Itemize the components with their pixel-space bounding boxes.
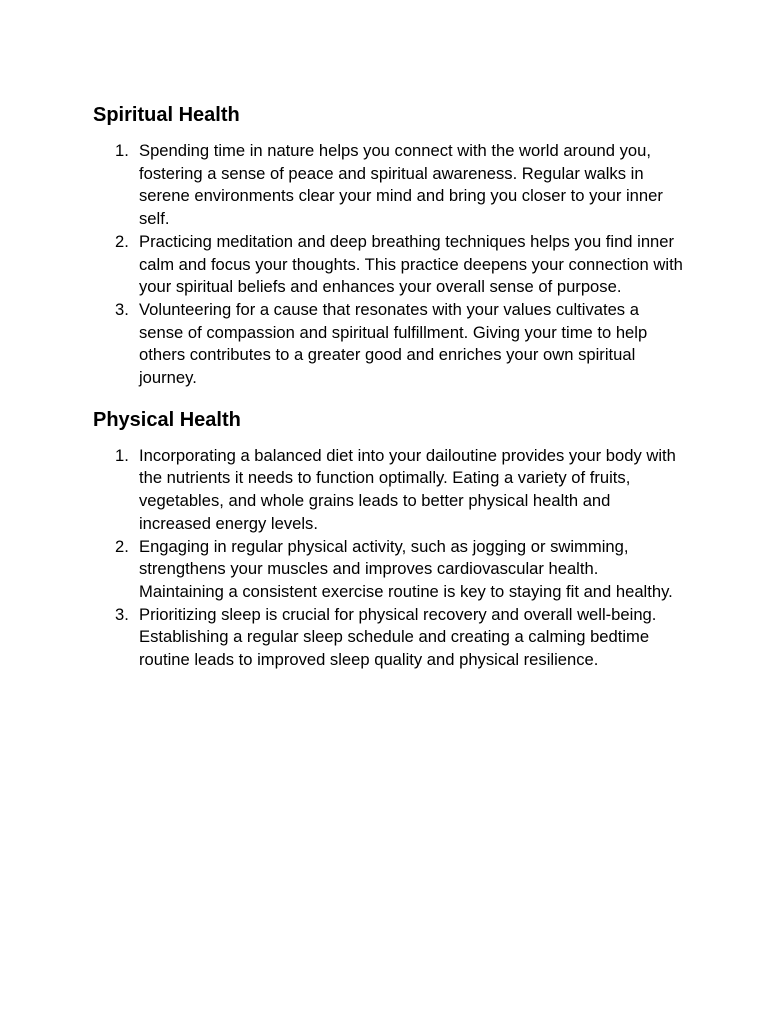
numbered-list [93, 445, 683, 672]
list-item [93, 299, 683, 390]
list-item-number: 1. [115, 445, 129, 465]
list-item-text: Prioritizing sleep is crucial for physical recovery and overall well-being. Establishing a regular sleep schedule and creating a calming bedtime routine leads to improved sleep quality and physical resilience. [139, 604, 657, 670]
section-spiritual-health [93, 101, 683, 390]
list-item [93, 231, 683, 299]
list-item-text: Spending time in nature helps you connect with the world around you, fostering a sense of peace and spiritual awareness. Regular walks in serene environments clear your mind and bring you closer to your inner self. [139, 141, 663, 229]
section-heading: Physical Health [93, 408, 241, 431]
list-item-text: Practicing meditation and deep breathing techniques helps you find inner calm and focus your thoughts. This practice deepens your connection with your spiritual beliefs and enhances your overall sense of purpose. [139, 231, 683, 297]
list-item-text: Incorporating a balanced diet into your dailoutine provides your body with the nutrients it needs to function optimally. Eating a variety of fruits, vegetables, and whole grains leads to better physical health and increased energy levels. [139, 445, 676, 533]
list-item-text: Engaging in regular physical activity, such as jogging or swimming, strengthens your muscles and improves cardiovascular health. Maintaining a consistent exercise routine is key to staying fit and healthy. [139, 536, 673, 601]
list-item [93, 604, 683, 672]
list-item-number: 3. [115, 604, 129, 624]
section-heading: Spiritual Health [93, 104, 240, 126]
list-item [93, 140, 683, 231]
numbered-list [93, 140, 683, 390]
list-item-text: Volunteering for a cause that resonates with your values cultivates a sense of compassion and spiritual fulfillment. Giving your time to help others contributes to a greater good and enriches your own spiritual journey. [139, 299, 648, 388]
section-physical-health [93, 406, 683, 672]
list-item-number: 3. [115, 299, 129, 319]
list-item-number: 2. [115, 231, 129, 251]
list-item [93, 445, 683, 536]
list-item [93, 536, 683, 604]
list-item-number: 1. [115, 141, 129, 160]
list-item-number: 2. [115, 536, 129, 556]
document-body [93, 101, 683, 688]
